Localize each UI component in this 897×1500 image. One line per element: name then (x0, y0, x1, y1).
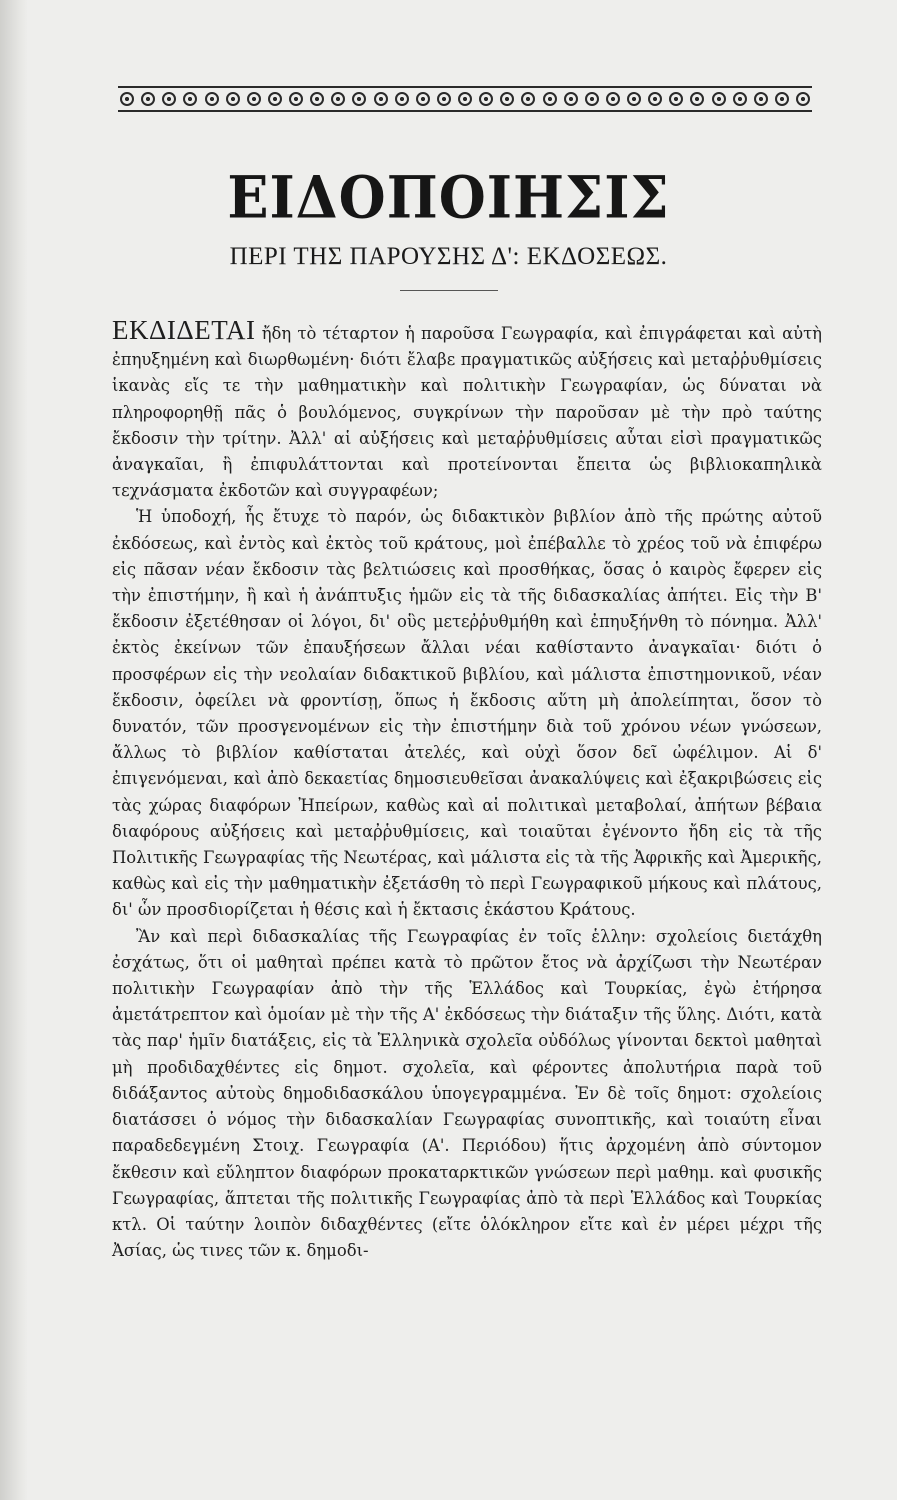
ornament-dot (479, 92, 493, 106)
paragraph-3: Ἂν καὶ περὶ διδασκαλίας τῆς Γεωγραφίας ἐν τοῖς ἑλλην: σχολείοις διετάχθη ἐσχάτως, ὅτι οἱ μαθηταὶ πρέπει κατὰ τὸ πρῶτον ἔτος νὰ ἀρχίζωσι τὴν Νεωτέραν πολιτικὴν Γεωγραφίαν ἀπὸ τὴν τῆς Ἑλλάδος καὶ Τουρκίας, ἐγὼ ἐτήρησα ἀμετάτρεπτον καὶ ὁμοίαν μὲ τὴν τῆς Α' ἐκδόσεως τὴν διάταξιν τῆς ὕλης. Διότι, κατὰ τὰς παρ' ἡμῖν διατάξεις, εἰς τὰ Ἑλληνικὰ σχολεῖα οὐδόλως γίνονται δεκτοὶ μαθηταὶ μὴ προδιδαχθέντες εἰς δημοτ. σχολεῖα, καὶ φέροντες ἀπολυτήρια παρὰ τοῦ διδάξαντος αὐτοὺς δημοδιδασκάλου ὑπογεγραμμένα. Ἐν δὲ τοῖς δημοτ: σχολείοις διατάσσει ὁ νόμος τὴν διδασκαλίαν Γεωγραφίας συνοπτικῆς, καὶ τοιαύτη εἶναι παραδεδεγμένη Στοιχ. Γεωγραφία (Α'. Περιόδου) ἥτις ἀρχομένη ἀπὸ σύντομον ἔκθεσιν καὶ εὔληπτον διαφόρων προκαταρκτικῶν γνώσεων περὶ μαθημ. καὶ φυσικῆς Γεωγραφίας, ἅπτεται τῆς πολιτικῆς Γεωγραφίας ἀπὸ τὰ περὶ Ἑλλάδος καὶ Τουρκίας κτλ. Οἱ ταύτην λοιπὸν διδαχθέντες (εἴτε ὁλόκληρον εἴτε καὶ ἐν μέρει μέχρι τῆς Ἀσίας, ὡς τινες τῶν κ. δημοδι- (112, 926, 822, 1261)
ornament-dot (521, 92, 535, 106)
ornament-dot (796, 92, 810, 106)
header-ornament-border (118, 86, 812, 112)
ornament-dot (416, 92, 430, 106)
body-text (112, 317, 822, 1264)
ornament-dot (606, 92, 620, 106)
ornament-dot (374, 92, 388, 106)
ornament-dot (120, 92, 134, 106)
ornament-dot (352, 92, 366, 106)
ornament-dot (289, 92, 303, 106)
paragraph-2: Ἡ ὑποδοχή, ἧς ἔτυχε τὸ παρόν, ὡς διδακτικὸν βιβλίον ἀπὸ τῆς πρώτης αὐτοῦ ἐκδόσεως, καὶ ἐντὸς καὶ ἐκτὸς τοῦ κράτους, μοὶ ἐπέβαλλε τὸ χρέος τοῦ νὰ ἐπιφέρω εἰς πᾶσαν νέαν ἔκδοσιν τὰς βελτιώσεις καὶ προσθήκας, ὅσας ὁ καιρὸς ἔφερεν εἰς τὴν ἐπιστήμην, ἢ καὶ ἡ ἀνάπτυξις ἡμῶν εἰς τὰ τῆς διδασκαλίας ἀπήτει. Εἰς τὴν Β' ἔκδοσιν ἐξετέθησαν οἱ λόγοι, δι' οὓς μετεῤῥυθμήθη καὶ ἐπηυξήνθη τὸ πόνημα. Ἀλλ' ἐκτὸς ἐκείνων τῶν ἐπαυξήσεων ἄλλαι νέαι καθίσταντο ἀναγκαῖαι· διότι ὁ προσφέρων εἰς τὴν νεολαίαν διδακτικοῦ βιβλίου, καὶ μάλιστα ἐπιστημονικοῦ, νέαν ἔκδοσιν, ὀφείλει νὰ φροντίσῃ, ὅπως ἡ ἔκδοσις αὕτη μὴ ἀπολείπηται, ὅσον τὸ δυνατόν, τῶν προσγενομένων εἰς τὴν ἐπιστήμην διὰ τοῦ χρόνου νέων γνώσεων, ἄλλως τὸ βιβλίον καθίσταται ἀτελές, καὶ οὐχὶ ὅσον δεῖ ὠφέλιμον. Αἱ δ' ἐπιγενόμεναι, καὶ ἀπὸ δεκαετίας δημοσιευθεῖσαι ἀνακαλύψεις καὶ ἐξακριβώσεις εἰς τὰς χώρας διαφόρων Ἠπείρων, καθὼς καὶ αἱ πολιτικαὶ μεταβολαί, ἀπήτων βέβαια διαφόρους αὐξήσεις καὶ μεταῤῥυθμίσεις, καὶ τοιαῦται ἐγένοντο ἤδη εἰς τὰ τῆς Πολιτικῆς Γεωγραφίας τῆς Νεωτέρας, καὶ μάλιστα εἰς τὰ τῆς Ἀφρικῆς καὶ Ἀμερικῆς, καθὼς καὶ εἰς τὴν μαθηματικὴν ἐξετάσθη τὸ περὶ Γεωγραφικοῦ μήκους καὶ πλάτους, δι' ὧν προσδιορίζεται ἡ θέσις καὶ ἡ ἔκτασις ἑκάστου Κράτους. (112, 507, 822, 920)
ornament-dot (141, 92, 155, 106)
ornament-dot (226, 92, 240, 106)
ornament-dot (331, 92, 345, 106)
ornament-dot (669, 92, 683, 106)
ornament-dot (543, 92, 557, 106)
page-title: ΕΙΔΟΠΟΙΗΣΙΣ (227, 162, 670, 232)
ornament-dot (162, 92, 176, 106)
ornament-dot (183, 92, 197, 106)
ornament-dot (458, 92, 472, 106)
title-rule (400, 290, 498, 291)
paragraph-1 (112, 317, 822, 504)
ornament-dot (437, 92, 451, 106)
ornament-dot (585, 92, 599, 106)
lead-word: ΕΚΔΙΔΕΤΑΙ (112, 315, 256, 345)
ornament-dot (690, 92, 704, 106)
ornament-dot (733, 92, 747, 106)
ornament-dot (205, 92, 219, 106)
ornament-dot (395, 92, 409, 106)
paragraph-text: ἤδη τὸ τέταρτον ἡ παροῦσα Γεωγραφία, καὶ ἐπιγράφεται καὶ αὐτὴ ἐπηυξημένη καὶ διωρθωμένη· διότι ἔλαβε πραγματικῶς αὐξήσεις καὶ μεταῤῥυθμίσεις ἱκανὰς εἴς τε τὴν μαθηματικὴν καὶ πολιτικὴν Γεωγραφίαν, ὡς δύναται νὰ πληροφορηθῇ πᾶς ὁ βουλόμενος, συγκρίνων τὴν παροῦσαν μὲ τὴν πρὸ ταύτης ἔκδοσιν τὴν τρίτην. Ἀλλ' αἱ αὐξήσεις καὶ μεταῤῥυθμίσεις αὗται εἰσὶ πραγματικῶς ἀναγκαῖαι, ἢ ἐπιφυλάττονται καὶ προτείνονται ἔπειτα ὡς βιβλιοκαπηλικὰ τεχνάσματα ἐκδοτῶν καὶ συγγραφέων; (112, 324, 822, 501)
ornament-dot (247, 92, 261, 106)
ornament-pattern (118, 88, 812, 110)
ornament-dot (712, 92, 726, 106)
ornament-dot (500, 92, 514, 106)
ornament-dot (627, 92, 641, 106)
ornament-dot (564, 92, 578, 106)
page-subtitle: ΠΕΡΙ ΤΗΣ ΠΑΡΟΥΣΗΣ Δ': ΕΚΔΟΣΕΩΣ. (229, 243, 668, 270)
ornament-dot (268, 92, 282, 106)
ornament-dot (754, 92, 768, 106)
ornament-dot (648, 92, 662, 106)
ornament-dot (310, 92, 324, 106)
ornament-dot (775, 92, 789, 106)
